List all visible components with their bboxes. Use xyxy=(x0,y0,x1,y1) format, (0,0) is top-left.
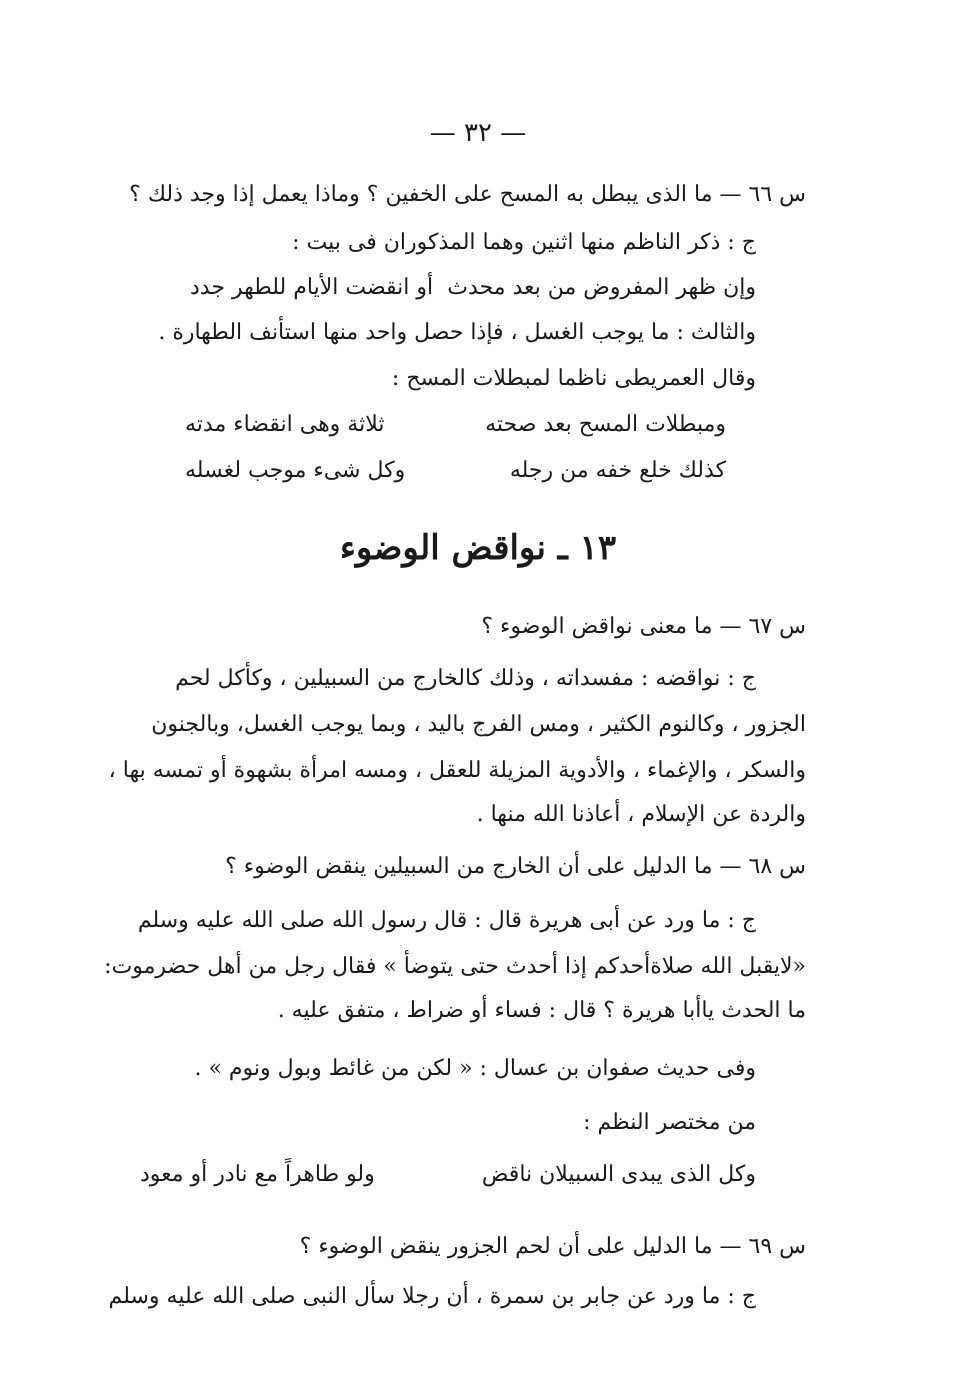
answer-68-line-3: ما الحدث ياأبا هريرة ؟ قال : فساء أو ضراط ، متفق عليه . xyxy=(277,998,806,1023)
section-heading: ١٣ ـ نواقض الوضوء xyxy=(339,528,617,568)
verse-3-first-half: كذلك خلع خفه من رجله xyxy=(509,458,726,483)
answer-67-line-2: الجزور ، وكالنوم الكثير ، ومس الفرج باليد ، وبما يوجب الغسل، وبالجنون xyxy=(151,712,806,737)
question-67: س ٦٧ — ما معنى نواقض الوضوء ؟ xyxy=(481,614,806,639)
verse-4-second-half: ولو طاهراً مع نادر أو معود xyxy=(140,1162,375,1187)
verse-3-second-half: وكل شىء موجب لغسله xyxy=(185,458,406,483)
answer-66-line-3: وقال العمريطى ناظما لمبطلات المسح : xyxy=(391,366,756,391)
answer-68-line-4: وفى حديث صفوان بن عسال : « لكن من غائط وبول ونوم » . xyxy=(194,1056,756,1081)
page-number: — ٣٢ — xyxy=(429,118,527,148)
answer-67-line-1: ج : نواقضه : مفسداته ، وذلك كالخارج من السبيلين ، وكأكل لحم xyxy=(175,666,756,691)
answer-67-line-3: والسكر ، والإغماء ، والأدوية المزيلة للعقل ، ومسه امرأة بشهوة أو تمسه بها ، xyxy=(108,758,806,783)
verse-2-second-half: ثلاثة وهى انقضاء مدته xyxy=(185,412,385,437)
question-69: س ٦٩ — ما الدليل على أن لحم الجزور ينقض الوضوء ؟ xyxy=(299,1234,806,1259)
answer-67-line-4: والردة عن الإسلام ، أعاذنا الله منها . xyxy=(476,802,806,827)
question-68: س ٦٨ — ما الدليل على أن الخارج من السبيلين ينقض الوضوء ؟ xyxy=(225,854,806,879)
question-66: س ٦٦ — ما الذى يبطل به المسح على الخفين ؟ وماذا يعمل إذا وجد ذلك ؟ xyxy=(129,182,806,207)
answer-69-line-1: ج : ما ورد عن جابر بن سمرة ، أن رجلا سأل النبى صلى الله عليه وسلم xyxy=(108,1284,756,1309)
verse-1-second-half: أو انقضت الأيام للطهر جدد xyxy=(190,275,434,300)
answer-68-line-1: ج : ما ورد عن أبى هريرة قال : قال رسول الله صلى الله عليه وسلم xyxy=(137,908,756,933)
verse-2-first-half: ومبطلات المسح بعد صحته xyxy=(485,412,726,437)
answer-66-line-2: والثالث : ما يوجب الغسل ، فإذا حصل واحد منها استأنف الطهارة . xyxy=(158,320,756,345)
answer-66-line-1: ج : ذكر الناظم منها اثنين وهما المذكوران فى بيت : xyxy=(292,230,756,255)
verse-4-first-half: وكل الذى يبدى السبيلان ناقض xyxy=(481,1162,756,1187)
answer-68-line-5: من مختصر النظم : xyxy=(583,1110,756,1135)
answer-68-line-2: «لايقبل الله صلاةأحدكم إذا أحدث حتى يتوضأ » فقال رجل من أهل حضرموت: xyxy=(104,954,806,979)
verse-1-first-half: وإن ظهر المفروض من بعد محدث xyxy=(447,275,756,300)
